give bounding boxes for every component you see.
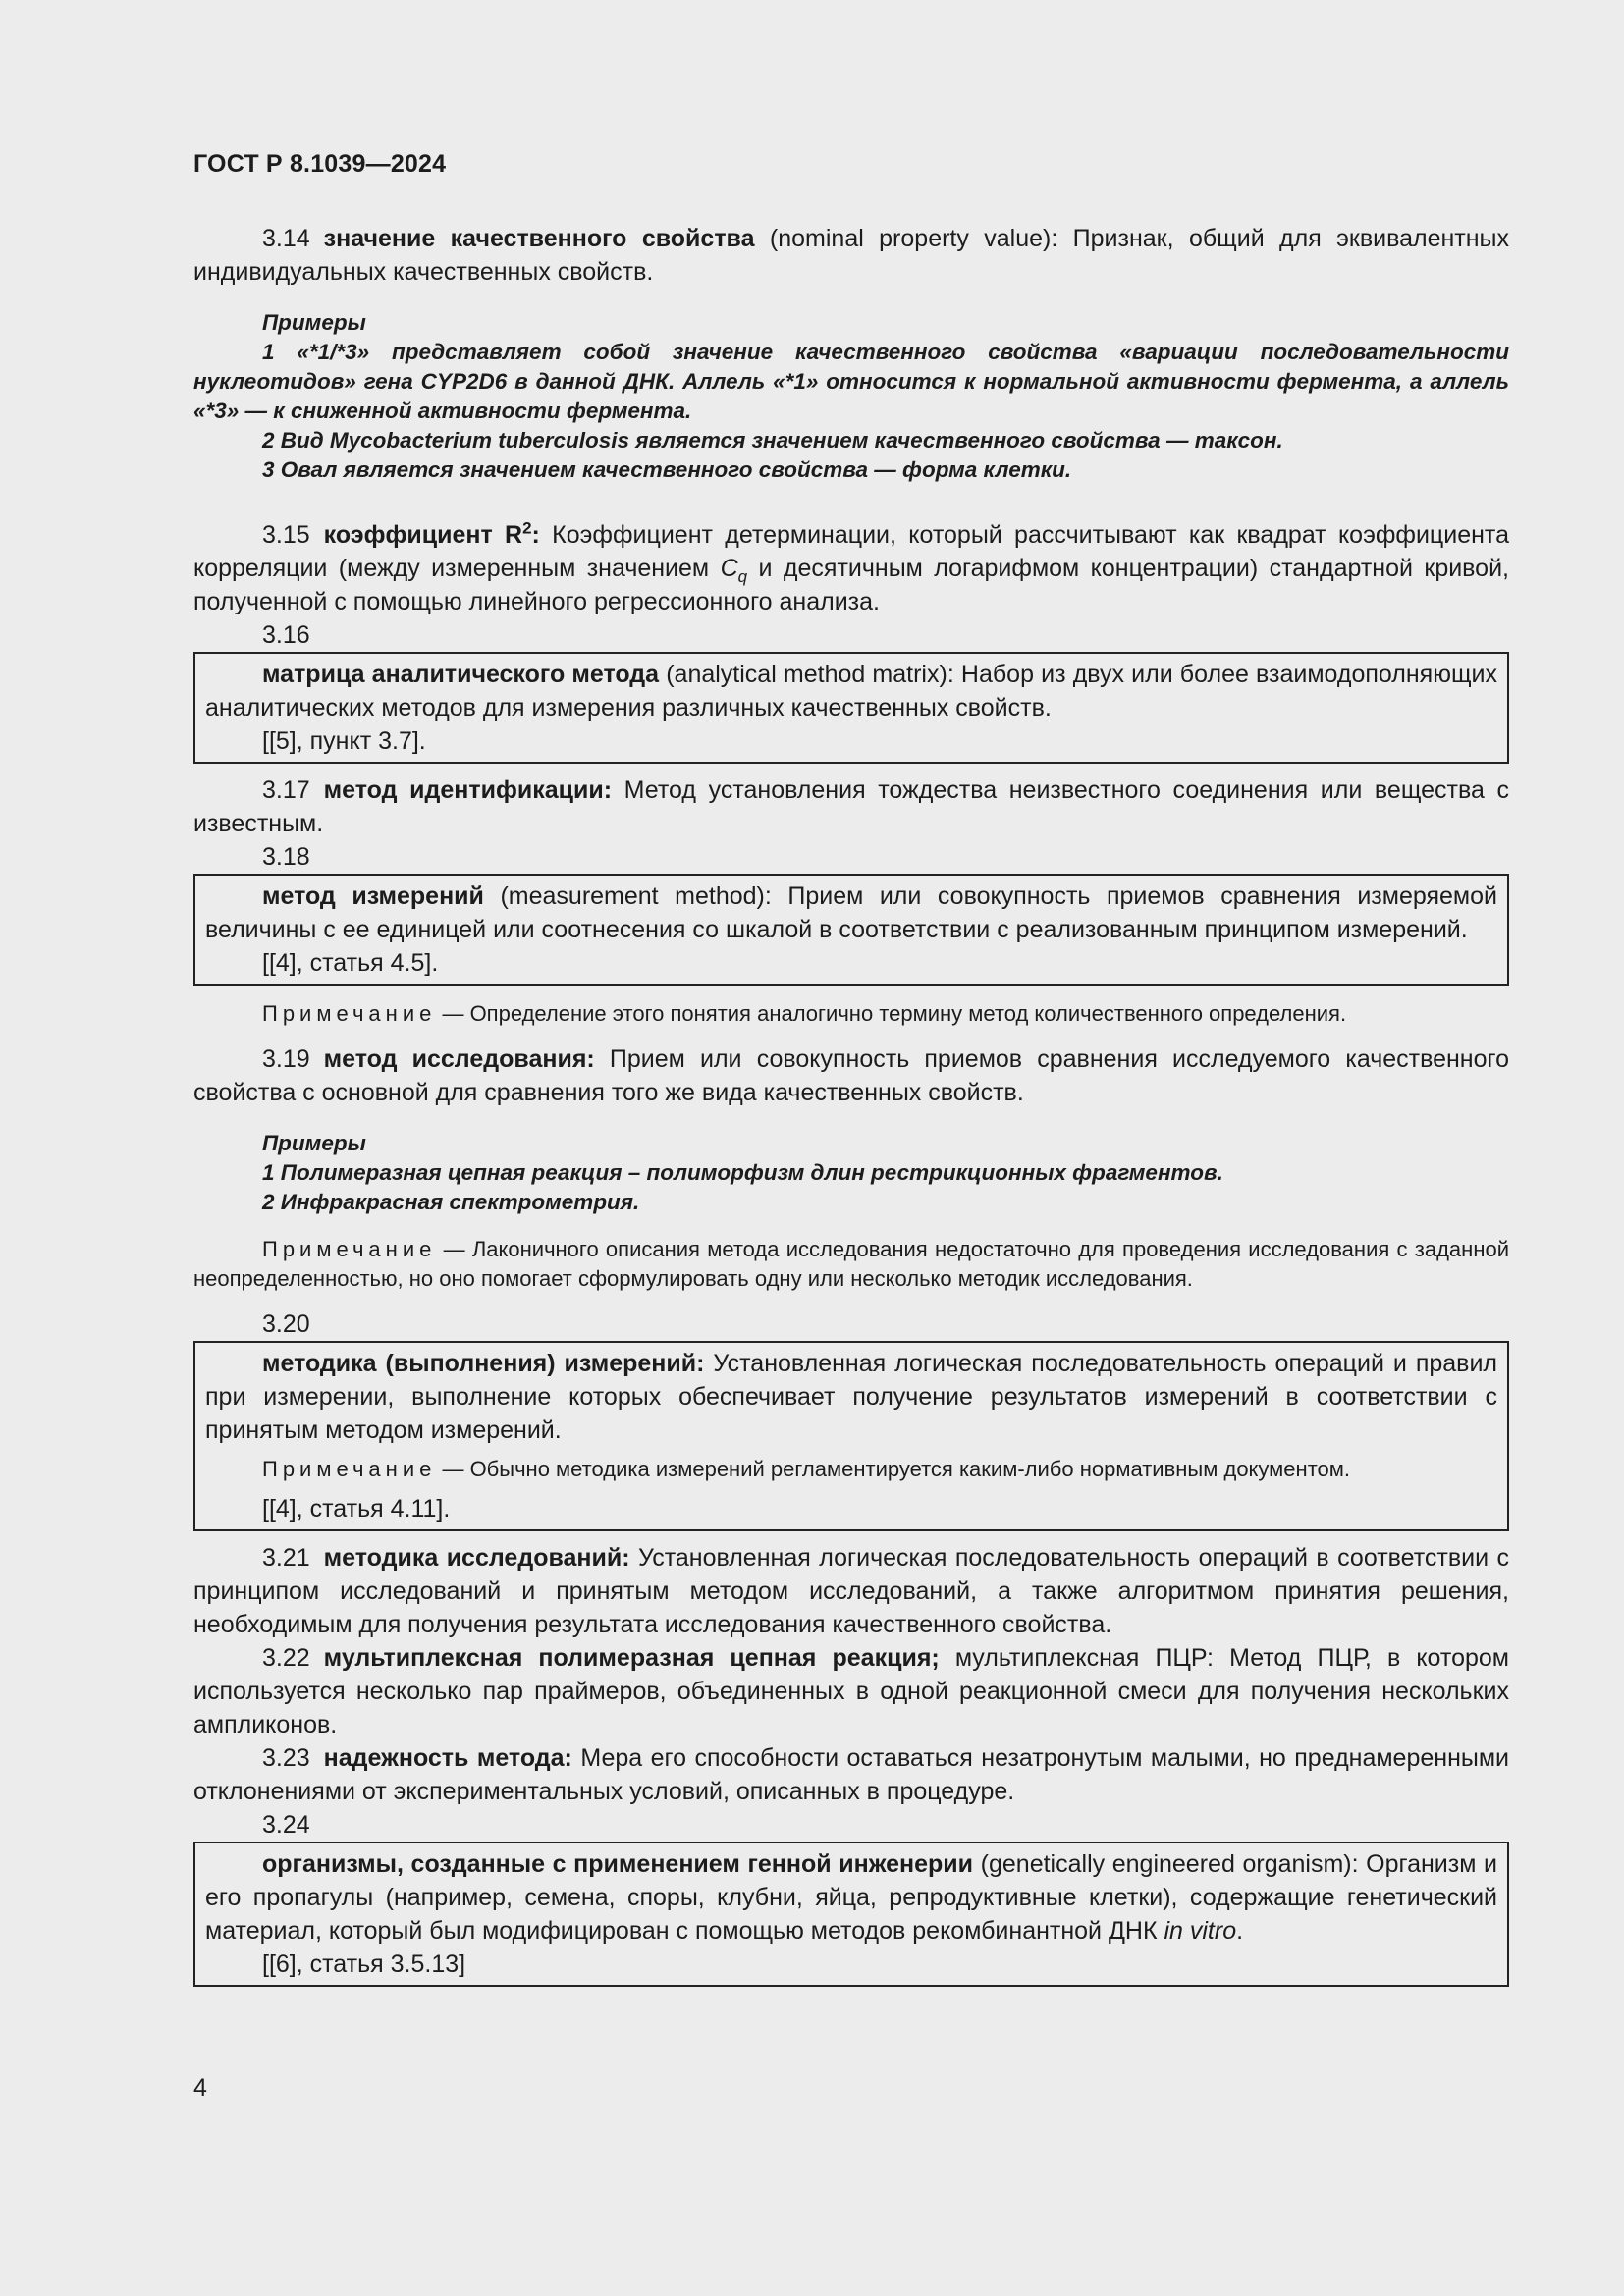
note-label: Примечание (262, 1001, 437, 1026)
term-definition-end: . (1236, 1917, 1244, 1945)
example-item: 2 Инфракрасная спектрометрия. (262, 1190, 640, 1214)
note-text: — Лаконичного описания метода исследования недостаточно для проведения исследования с заданной неопределенностью, но оно помогает сформулировать одну или несколько методик исследования. (193, 1237, 1509, 1291)
term-3-20 (205, 1347, 1497, 1447)
term-number: 3.22 (262, 1644, 310, 1672)
term-definition-cont: и десятичным логарифмом концентрации) стандартной кривой, полученной с помощью линейного регрессионного анализа. (193, 555, 1510, 615)
example-item: 1 Полимеразная цепная реакция – полиморфизм длин рестрикционных фрагментов. (262, 1160, 1223, 1185)
term-number-3-18: 3.18 (262, 843, 310, 871)
term-definition: Установленная логическая последовательность операций и правил при измерении, выполнение которых обеспечивает получение результатов измерений в соответствии с принятым методом измерений. (205, 1350, 1497, 1444)
term-number-3-16: 3.16 (262, 621, 310, 649)
term-definition: (measurement method): Прием или совокупность приемов сравнения измеряемой величины с ее единицей или соотнесения со шкалой в соответствии с реализованным принципом измерений. (205, 882, 1497, 943)
term-3-18 (205, 880, 1497, 946)
note-text: — Обычно методика измерений регламентируется каким-либо нормативным документом. (436, 1457, 1350, 1481)
subscript: q (737, 567, 748, 586)
term-number: 3.19 (262, 1045, 310, 1073)
example-item: 1 «*1/*3» представляет собой значение качественного свойства «вариации последовательности нуклеотидов» гена CYP2D6 в данной ДНК. Аллель «*1» относится к нормальной активности фермента, а аллель «*3» — к сниженной активности фермента. (193, 340, 1509, 423)
page-number: 4 (193, 2074, 207, 2102)
term-definition: Установленная логическая последовательность операций в соответствии с принципом исследований и принятым методом исследований, а также алгоритмом принятия решения, необходимым для получения результата исследования качественного свойства. (193, 1544, 1509, 1638)
term-name: матрица аналитического метода (262, 661, 660, 688)
term-3-17 (193, 774, 1509, 840)
example-item: 3 Овал является значением качественного свойства — форма клетки. (262, 457, 1072, 482)
term-3-14 (193, 222, 1509, 289)
term-3-23 (193, 1741, 1509, 1808)
term-definition: Коэффициент детерминации, который рассчитывают как квадрат коэффициента корреляции (между измеренным значением (193, 521, 1509, 582)
term-number-3-24: 3.24 (262, 1811, 310, 1839)
term-definition: (genetically engineered organism): Организм и его пропагулы (например, семена, споры, клубни, яйца, репродуктивные клетки), содержащие генетический материал, который был модифицирован с помощью методов рекомбинантной ДНК (205, 1850, 1498, 1945)
term-definition: Прием или совокупность приемов сравнения исследуемого качественного свойства с основной для сравнения того же вида качественных свойств. (193, 1045, 1509, 1106)
term-number: 3.23 (262, 1744, 310, 1772)
term-3-24 (205, 1847, 1497, 1948)
term-box-3-20 (193, 1341, 1509, 1531)
note-label: Примечание (262, 1237, 437, 1261)
note-text: — Определение этого понятия аналогично термину метод количественного определения. (436, 1001, 1347, 1026)
term-name: метод идентификации: (323, 776, 613, 804)
term-name: метод исследования: (323, 1045, 595, 1073)
term-number-3-20: 3.20 (262, 1310, 310, 1338)
term-3-21 (193, 1541, 1509, 1641)
term-name: организмы, созданные с применением генной инженерии (262, 1850, 974, 1878)
examples-3-14 (193, 308, 1509, 485)
term-number: 3.15 (262, 521, 310, 549)
term-definition: Мера его способности оставаться незатронутым малыми, но преднамеренными отклонениями от экспериментальных условий, описанных в процедуре. (193, 1744, 1509, 1805)
term-3-22 (193, 1641, 1509, 1741)
term-name: методика исследований: (323, 1544, 630, 1572)
term-name: надежность метода: (323, 1744, 572, 1772)
examples-title: Примеры (262, 1131, 366, 1155)
document-body (193, 222, 1509, 1987)
term-box-3-18 (193, 874, 1509, 986)
examples-title: Примеры (262, 310, 366, 335)
term-box-3-24 (193, 1842, 1509, 1987)
reference: [[4], статья 4.5]. (262, 949, 439, 977)
term-definition: (nominal property value): Признак, общий для эквивалентных индивидуальных качественных свойств. (193, 225, 1510, 286)
note-3-19 (193, 1235, 1509, 1294)
term-name-text: коэффициент R (323, 521, 523, 549)
note-3-20 (205, 1455, 1497, 1484)
term-name (323, 518, 540, 549)
term-number: 3.21 (262, 1544, 310, 1572)
term-number: 3.17 (262, 776, 310, 804)
term-definition: мультиплексная ПЦР: Метод ПЦР, в котором используется несколько пар праймеров, объединенных в одной реакционной смеси для получения нескольких ампликонов. (193, 1644, 1509, 1738)
reference: [[6], статья 3.5.13] (262, 1950, 466, 1978)
term-definition: Метод установления тождества неизвестного соединения или вещества с известным. (193, 776, 1510, 837)
document-header: ГОСТ Р 8.1039—2024 (193, 150, 447, 178)
term-3-16 (205, 658, 1497, 724)
term-definition: (analytical method matrix): Набор из двух или более взаимодополняющих аналитических методов для измерения различных качественных свойств. (205, 661, 1497, 721)
term-name: метод измерений (262, 882, 484, 910)
term-colon: : (531, 521, 540, 549)
note-3-18 (193, 999, 1509, 1029)
example-item: 2 Вид Mycobacterium tuberculosis является значением качественного свойства — таксон. (262, 428, 1283, 453)
italic-text: in vitro (1164, 1917, 1237, 1945)
note-label: Примечание (262, 1457, 437, 1481)
examples-3-19 (193, 1129, 1509, 1217)
term-3-15 (193, 518, 1509, 618)
term-name: значение качественного свойства (323, 225, 755, 252)
superscript: 2 (522, 518, 532, 538)
reference: [[4], статья 4.11]. (262, 1495, 451, 1522)
term-box-3-16 (193, 652, 1509, 764)
term-number: 3.14 (262, 225, 310, 252)
symbol-cq: C (720, 555, 738, 582)
term-name: методика (выполнения) измерений: (262, 1350, 705, 1377)
term-name: мультиплексная полимеразная цепная реакция; (323, 1644, 940, 1672)
term-3-19 (193, 1042, 1509, 1109)
reference: [[5], пункт 3.7]. (262, 727, 426, 755)
